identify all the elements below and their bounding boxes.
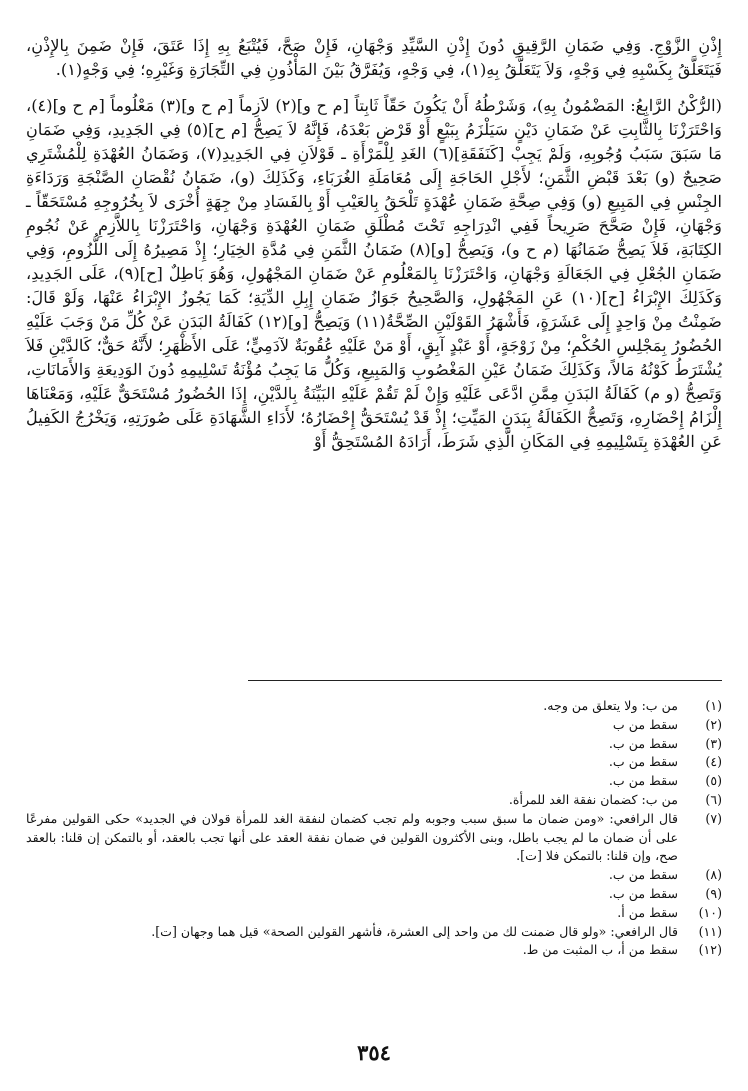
footnote [26,735,722,754]
paragraph-intro: إِذْنِ الزَّوْجِ. وَفِي ضَمَانِ الرَّقِيقِ دُونَ إِذْنِ السَّيِّدِ وَجْهَانِ، فَإِنْ صَحَّ، فَيُتْبَعُ بِهِ إِذَا عَتَقَ، فَإِنْ ضَمِنَ بِالإِذْنِ، فَيَتَعَلَّقُ بِكَسْبِهِ فِي وَجْهٍ، وَلاَ يَتَعَلَّقُ بِهِ(١)، فِي وَجْهٍ، وَيُفَرَّقُ بَيْنَ المَأْذُونِ فِي التِّجَارَةِ وَغَيْرِهِ؛ فِي وَجْهٍ(١). [26,36,722,79]
footnote-text: قال الرافعي: «ولو قال ضمنت لك من واحد إلى العشرة، فأشهر القولين الصحة» قيل هما وجهان [ت]. [151,923,678,939]
footnote [26,923,722,942]
footnote-number: (٨) [705,867,722,883]
footnote [26,810,722,866]
footnote-number: (١١) [698,923,722,939]
footnote-text: من ب: كضمان نفقة الغد للمرأة. [508,791,678,807]
footnotes-list [26,697,722,960]
footnote [26,697,722,716]
footnote-number: (٧) [705,810,722,826]
footnote [26,753,722,772]
footnote-divider [248,680,722,681]
footnote [26,791,722,810]
paragraph-rukn-rabi: (الرُّكْنُ الرَّابِعُ: المَضْمُونُ بِهِ)، وَشَرْطُهُ أَنْ يَكُونَ حَقّاً ثَابِتاً [م ح و](٢) لاَزِماً [م ح و](٣) مَعْلُوماً [م ح و](٤)، وَاحْتَرَزْنَا بِالثَّابِتِ عَنْ ضَمَانِ دَيْنٍ سَيَلْزَمُ بِبَيْعٍ أَوْ قَرْضٍ بَعْدَهُ، فَإِنَّهُ لاَ يَصِحُّ [م ح](٥) فِي الجَدِيدِ، وَفِي ضَمَانِ مَا سَبَقَ سَبَبُ وُجُوبِهِ، وَلَمْ يَجِبْ [كَنَفَقَةِ](٦) الغَدِ لِلْمَرْأَةِ ـ قَوْلاَنِ فِي الجَدِيدِ(٧)، وَضَمَانُ العُهْدَةِ لِلْمُشْتَرِي صَحِيحٌ (و) بَعْدَ قَبْضِ الثَّمَنِ؛ لأَجْلِ الحَاجَةِ إِلَى مُعَامَلَةِ الغُرَبَاءِ، وَكَذَلِكَ (و)، ضَمَانُ نُقْصَانِ الصَّنْجَةِ وَرَدَاءَةِ الجِنْسِ فِي المَبِيعِ (و) وَفِي صِحَّةِ ضَمَانِ عُهْدَةٍ تَلْحَقُ بِالعَيْبِ أَوْ بِالفَسَادِ مِنْ جِهَةٍ أُخْرَى لاَ بِخُرُوجِهِ مُسْتَحَقّاً ـ وَجْهَانِ، فَإِنْ صَحَّحَ صَرِيحاً فَفِي انْدِرَاجِهِ تَحْتَ مُطْلَقِ ضَمَانِ العُهْدَةِ وَجْهَانِ، وَاحْتَرَزْنَا بِاللاَّزِمِ عَنْ نُجُومِ الكِتَابَةِ، فَلاَ يَصِحُّ ضَمَانُهَا (م ح و)، وَيَصِحُّ [و](٨) ضَمَانُ الثَّمَنِ فِي مُدَّةِ الخِيَارِ؛ إِذْ مَصِيرُهُ إِلَى اللُّزُومِ، وَفِي ضَمَانِ الجُعْلِ فِي الجَعَالَةِ وَجْهَانِ، وَاحْتَرَزْنَا بِالمَعْلُومِ عَنْ ضَمَانِ المَجْهُولِ، وَهُوَ بَاطِلٌ [ح](٩)، عَلَى الجَدِيدِ، وَكَذَلِكَ الإِبْرَاءُ [ح](١٠) عَنِ المَجْهُولِ، وَالصَّحِيحُ جَوَازُ ضَمَانِ إِبِلِ الدِّيَةِ؛ كَمَا يَجُوزُ الإِبْرَاءُ عَنْهَا، وَلَوْ قَالَ: ضَمِنْتُ مِنْ وَاحِدٍ إِلَى عَشَرَةٍ، فَأَشْهَرُ القَوْلَيْنِ الصِّحَّةُ(١١) وَيَصِحُّ [و](١٢) كَفَالَةُ البَدَنِ عَنْ كُلِّ مَنْ وَجَبَ عَلَيْهِ الحُضُورُ بِمَجْلِسِ الحُكْمِ؛ مِنْ زَوْجَةٍ، أَوْ عَبْدٍ آبِقٍ، أَوْ مَنْ عَلَيْهِ عُقُوبَةٌ لآدَمِيٍّ؛ عَلَى الأَظْهَرِ؛ لأَنَّهُ حَقٌّ؛ كَالدَّيْنِ فَلاَ يُشْتَرَطُ كَوْنُهُ مَالاً، وَكَذَلِكَ ضَمَانُ عَيْنِ المَغْصُوبِ وَالمَبِيعِ، وَكُلُّ مَا يَجِبُ مُؤْنَةُ تَسْلِيمِهِ دُونَ الوَدِيعَةِ وَالأَمَانَاتِ، وَتَصِحُّ (و م) كَفَالَةُ البَدَنِ مِمَّنِ ادَّعَى عَلَيْهِ وَإِنْ لَمْ تَقُمْ عَلَيْهِ البَيِّنَةُ بِالدَّيْنِ، إِذَا الحُضُورُ مُسْتَحَقٌّ عَلَيْهِ، وَمَعْنَاهَا إِلْزَامُ إِحْضَارِهِ، وَتَصِحُّ الكَفَالَةُ بِبَدَنِ المَيِّتِ؛ إِذْ قَدْ يُسْتَحَقُّ إِحْضَارُهُ؛ لأَدَاءِ الشَّهَادَةِ عَلَى صُورَتِهِ، وَيَخْرُجُ الكَفِيلُ عَنِ العُهْدَةِ بِتَسْلِيمِهِ فِي المَكَانِ الَّذِي شَرَطَ، أَرَادَهُ المُسْتَحِقُّ أَوْ [26,96,722,451]
page-number: ٣٥٤ [357,1040,391,1065]
footnote [26,885,722,904]
footnote [26,716,722,735]
main-text [26,34,722,454]
footnote-number: (٩) [705,885,722,901]
footnote [26,772,722,791]
footnote [26,866,722,885]
footnote-text: سقط من أ، ب المثبت من ط. [522,942,678,958]
footnote [26,904,722,923]
footnote-number: (٢) [705,716,722,732]
footnote-text: سقط من ب. [608,773,678,789]
footnote-text: سقط من ب. [608,867,678,883]
footnote-text: قال الرافعي: «ومن ضمان ما سبق سبب وجوبه ولم تجب كضمان لنفقة الغد للمرأة قولان في الجديد» حكى القولين مفرعًا على أن ضمان ما لم يجب باطل، وبنى الأكثرون القولين في ضمان نفقة العقد على أنها تجب بالعقد، أو بالتمكن إن قلنا: بالعقد صح، وإن قلنا: بالتمكن فلا [ت]. [26,810,678,864]
footnote-number: (٥) [705,773,722,789]
footnote [26,941,722,960]
footnote-text: سقط من ب. [608,885,678,901]
footnote-number: (٣) [705,735,722,751]
footnote-text: من ب: ولا يتعلق من وجه. [543,698,678,713]
footnote-number: (١٠) [698,904,722,920]
footnote-number: (٤) [705,754,722,770]
footnote-text: سقط من أ. [617,904,678,920]
footnote-number: (٦) [705,791,722,807]
footnote-text: سقط من ب. [608,735,678,751]
footnote-text: سقط من ب [612,716,678,732]
footnote-number: (١) [705,698,722,713]
footnote-number: (١٢) [698,942,722,958]
footnote-text: سقط من ب. [608,754,678,770]
